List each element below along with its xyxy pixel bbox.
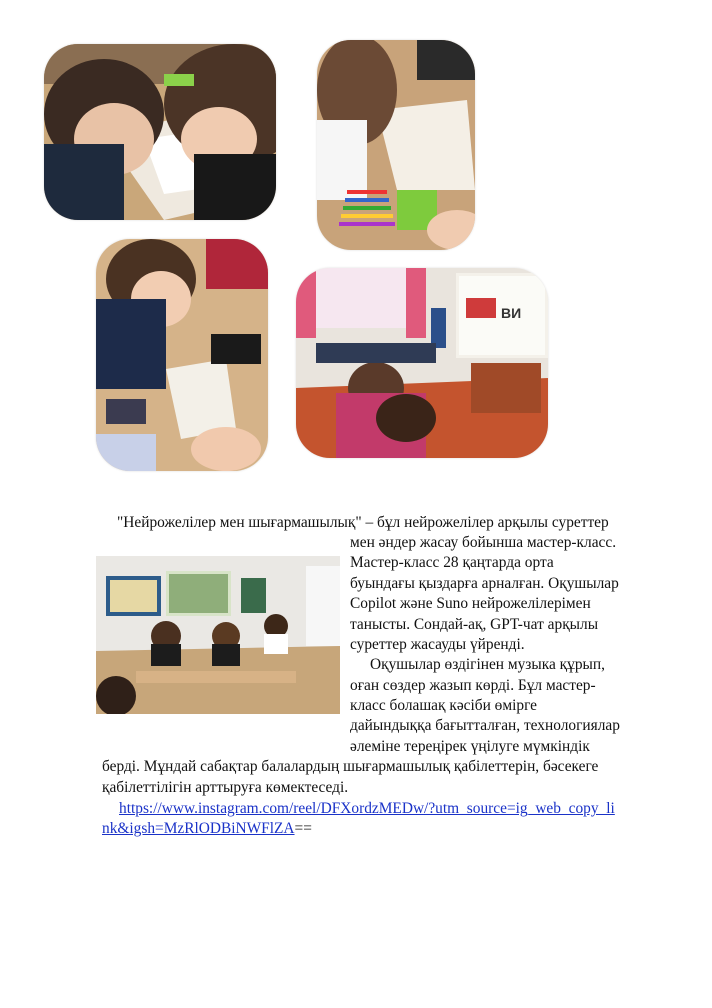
- article-line-2: мен әндер жасау бойынша мастер-класс.: [350, 534, 617, 551]
- article-line-6: танысты. Сондай-ақ, GPT-чат арқылы: [350, 616, 599, 633]
- article-line-8: Оқушылар өздігінен музыка құрып,: [370, 656, 605, 673]
- instagram-link[interactable]: https://www.instagram.com/reel/DFXordzMEDw/?utm_source=ig_web_copy_li: [119, 800, 615, 817]
- photo-classroom-projector: [96, 556, 340, 714]
- article-line-13: берді. Мұндай сабақтар балалардың шығармашылық қабілеттерін, бәсекеге: [102, 758, 599, 775]
- article-line-11: дайындыққа бағытталған, технологиялар: [350, 717, 620, 734]
- photo-classroom-presentation: [296, 268, 548, 458]
- article-line-4: буындағы қыздарға арналған. Оқушылар: [350, 575, 619, 592]
- article-line-5: Copilot және Suno нейрожелілерімен: [350, 595, 591, 612]
- article-line-10: класс болашақ кәсіби өмірге: [350, 697, 538, 714]
- article-line-7: суреттер жасауды үйренді.: [350, 636, 525, 653]
- instagram-link-continued[interactable]: nk&igsh=MzRlODBiNWFlZA: [102, 820, 295, 837]
- article-line-1: "Нейрожелілер мен шығармашылық" – бұл нейрожелілер арқылы суреттер: [117, 514, 609, 531]
- photo-students-drawing-1: [44, 44, 276, 220]
- article-line-14: қабілеттілігін арттыруға көмектеседі.: [102, 779, 349, 796]
- instagram-link-line-1: [119, 799, 615, 820]
- article-line-9: оған сөздер жазып көрді. Бұл мастер-: [350, 677, 596, 694]
- photo-students-drawing-2: [317, 40, 475, 250]
- slide-label: ВИ: [501, 305, 522, 321]
- article-line-3: Мастер-класс 28 қаңтарда орта: [350, 554, 554, 571]
- article-line-12: әлеміне тереңірек үңілуге мүмкіндік: [350, 738, 590, 755]
- photo-student-drawing-3: [96, 239, 268, 471]
- link-suffix: ==: [294, 820, 312, 837]
- instagram-link-line-2: [102, 819, 312, 840]
